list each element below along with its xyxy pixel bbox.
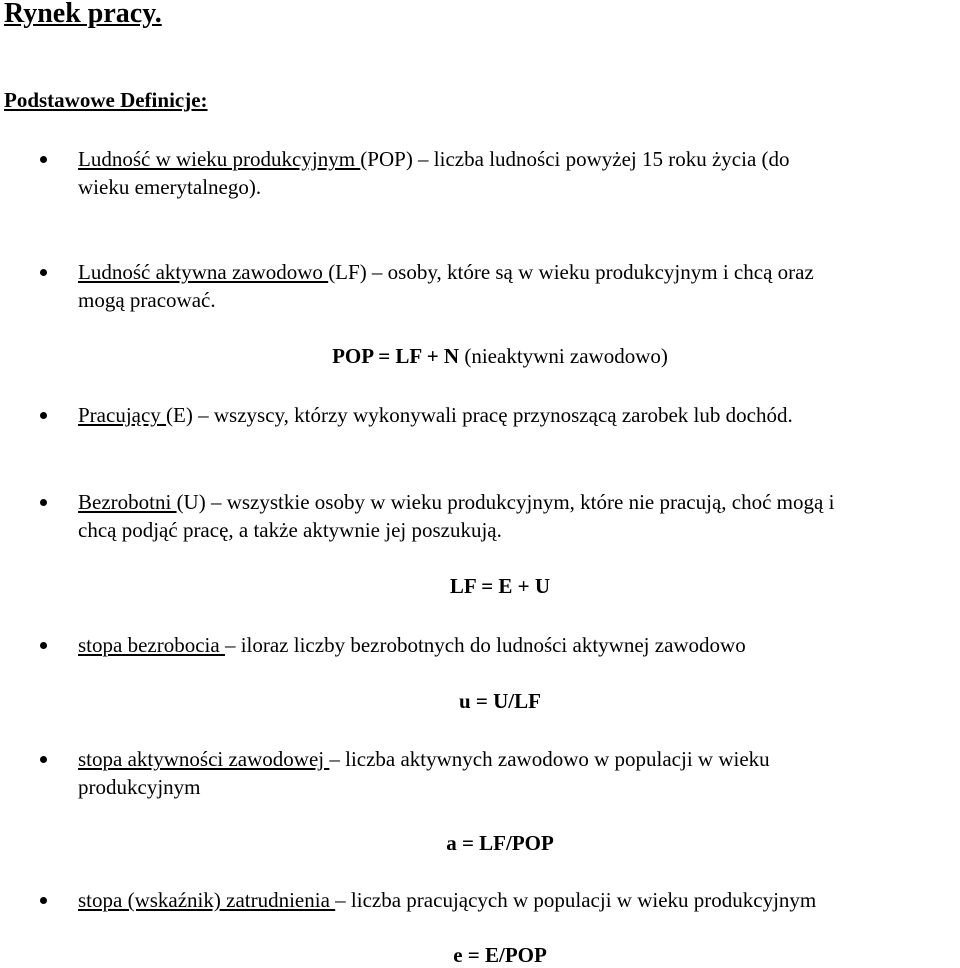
definition-text (78, 886, 960, 914)
definition-body-continued: mogą pracować. (78, 288, 216, 312)
formula-e-main: e = E/POP (453, 943, 547, 967)
formula-u (0, 688, 960, 714)
section-heading: Podstawowe Definicje: (4, 88, 208, 112)
definition-body: – liczba pracujących w populacji w wieku produkcyjnym (335, 888, 817, 912)
definition-text (78, 145, 960, 201)
definition-body-continued: produkcyjnym (78, 775, 201, 799)
formula-pop-note: (nieaktywni zawodowo) (459, 344, 668, 368)
formula-pop-main: POP = LF + N (332, 344, 460, 368)
definition-body: – liczba aktywnych zawodowo w populacji w wieku (329, 747, 770, 771)
definition-body-continued: chcą podjąć pracę, a także aktywnie jej poszukują. (78, 518, 502, 542)
definition-body: – iloraz liczby bezrobotnych do ludności aktywnej zawodowo (224, 633, 746, 657)
bullet-icon (40, 499, 47, 506)
definition-term: stopa aktywności zawodowej (78, 747, 330, 771)
formula-a (0, 830, 960, 856)
definition-term: Ludność w wieku produkcyjnym (78, 147, 361, 171)
definition-text (78, 745, 960, 801)
definition-term: stopa (wskaźnik) zatrudnienia (78, 888, 336, 912)
definition-body: (U) – wszystkie osoby w wieku produkcyjnym, które nie pracują, choć mogą i (176, 490, 835, 514)
bullet-icon (40, 756, 47, 763)
definition-text (78, 488, 960, 544)
formula-e (0, 942, 960, 968)
formula-u-main: u = U/LF (459, 689, 541, 713)
definition-text (78, 631, 960, 659)
formula-lf (0, 573, 960, 599)
definition-text (78, 401, 960, 429)
definition-text (78, 258, 960, 314)
formula-pop (0, 343, 960, 369)
definition-body-continued: wieku emerytalnego). (78, 175, 262, 199)
formula-a-main: a = LF/POP (446, 831, 554, 855)
formula-lf-main: LF = E + U (449, 574, 551, 598)
page-title: Rynek pracy. (4, 0, 162, 29)
bullet-icon (40, 412, 47, 419)
definition-term: Pracujący (78, 403, 167, 427)
definition-term: Bezrobotni (78, 490, 177, 514)
definition-body: (E) – wszyscy, którzy wykonywali pracę przynoszącą zarobek lub dochód. (166, 403, 793, 427)
definition-body: (LF) – osoby, które są w wieku produkcyjnym i chcą oraz (328, 260, 814, 284)
definition-body: (POP) – liczba ludności powyżej 15 roku życia (do (360, 147, 790, 171)
definition-term: Ludność aktywna zawodowo (78, 260, 329, 284)
bullet-icon (40, 156, 47, 163)
bullet-icon (40, 897, 47, 904)
bullet-icon (40, 642, 47, 649)
definition-term: stopa bezrobocia (78, 633, 225, 657)
bullet-icon (40, 269, 47, 276)
